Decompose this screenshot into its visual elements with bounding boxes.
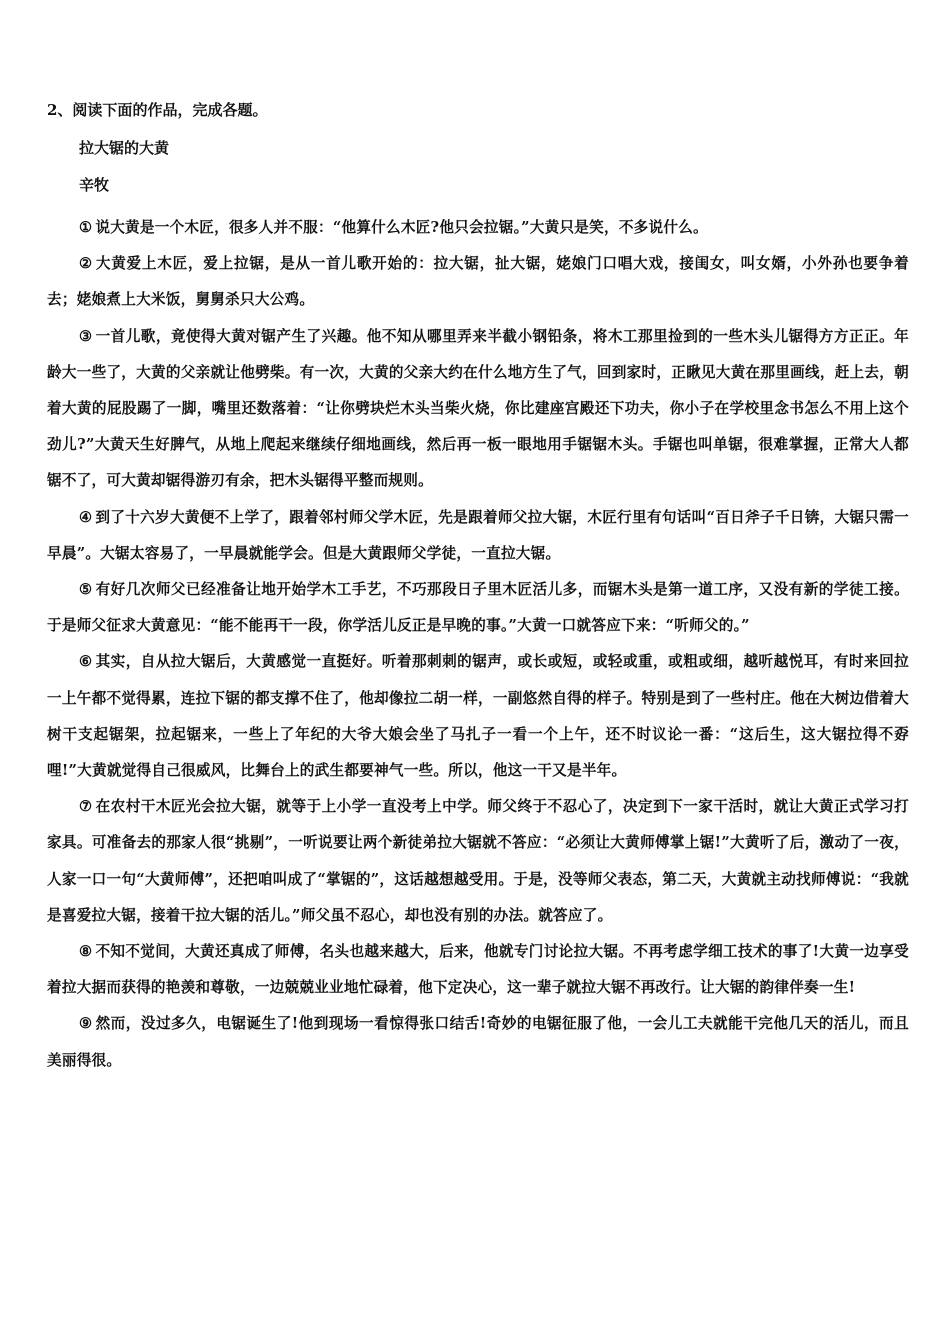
paragraph-1	[47, 210, 909, 246]
paragraph-text: 一首儿歌，竟使得大黄对锯产生了兴趣。他不知从哪里弄来半截小钢铅条，将木工那里捡到的一些木头儿锯得方方正正。年龄大一些了，大黄的父亲就让他劈柴。有一次，大黄的父亲大约在什么地方生了气，回到家时，正瞅见大黄在那里画线，赶上去，朝着大黄的屁股踢了一脚，嘴里还数落着：“让你劈块烂木头当柴火烧，你比建座宫殿还下功夫，你小子在学校里念书怎么不用上这个劲儿?”大黄天生好脾气，从地上爬起来继续仔细地画线，然后再一板一眼地用手锯锯木头。手锯也叫单锯，很难掌握，正常大人都锯不了，可大黄却锯得游刃有余，把木头锯得平整而规则。	[47, 327, 909, 490]
paragraph-number: ⑦	[79, 798, 93, 816]
paragraph-text: 说大黄是一个木匠，很多人并不服：“他算什么木匠?他只会拉锯。”大黄只是笑，不多说什么。	[95, 219, 708, 236]
paragraph-text: 到了十六岁大黄便不上学了，跟着邻村师父学木匠，先是跟着师父拉大锯，木匠行里有句话叫“百日斧子千日锛，大锯只需一早晨”。大锯太容易了，一早晨就能学会。但是大黄跟师父学徒，一直拉大锯。	[47, 508, 909, 562]
article-title: 拉大锯的大黄	[79, 139, 170, 157]
paragraph-4	[47, 500, 909, 572]
paragraph-number: ④	[79, 508, 93, 526]
question-header: 2、阅读下面的作品，完成各题。	[47, 101, 268, 119]
paragraph-number: ③	[79, 327, 93, 345]
paragraph-text: 然而，没过多久，电锯诞生了!他到现场一看惊得张口结舌!奇妙的电锯征服了他，一会儿工夫就能干完他几天的活儿，而且美丽得很。	[47, 1015, 909, 1069]
paragraph-text: 其实，自从拉大锯后，大黄感觉一直挺好。听着那刺刺的锯声，或长或短，或轻或重，或粗或细，越听越悦耳，有时来回拉一上午都不觉得累，连拉下锯的都支撑不住了，他却像拉二胡一样，一副悠然自得的样子。特别是到了一些村庄。他在大树边借着大树干支起锯架，拉起锯来，一些上了年纪的大爷大娘会坐了马扎子一看一个上午，还不时议论一番：“这后生，这大锯拉得不孬哩!”大黄就觉得自己很威风，比舞台上的武生都要神气一些。所以，他这一干又是半年。	[47, 653, 909, 780]
paragraph-number: ⑧	[79, 943, 93, 961]
paragraph-6	[47, 644, 909, 789]
paragraph-8	[47, 934, 909, 1006]
paragraph-number: ①	[79, 219, 93, 236]
paragraph-text: 在农村干木匠光会拉大锯，就等于上小学一直没考上中学。师父终于不忍心了，决定到下一家干活时，就让大黄正式学习打家具。可准备去的那家人很“挑剔”，一听说要让两个新徒弟拉大锯就不答应：“必须让大黄师傅掌上锯!”大黄听了后，激动了一夜，人家一口一句“大黄师傅”，还把咱叫成了“掌锯的”，这话越想越受用。于是，没等师父表态，第二天，大黄就主动找师傅说：“我就是喜爱拉大锯，接着干拉大锯的活儿。”师父虽不忍心，却也没有别的办法。就答应了。	[47, 798, 909, 924]
paragraph-number: ⑥	[79, 653, 93, 671]
paragraph-number: ②	[79, 255, 93, 273]
document-content	[47, 98, 909, 1079]
paragraph-number: ⑨	[79, 1015, 93, 1033]
paragraph-text: 有好几次师父已经准备让地开始学木工手艺，不巧那段日子里木匠活儿多，而锯木头是第一道工序，又没有新的学徒工接。于是师父征求大黄意见：“能不能再干一段，你学活儿反正是早晚的事。”大黄一口就答应下来：“听师父的。”	[47, 581, 909, 635]
paragraph-number: ⑤	[79, 581, 93, 599]
article-author: 辛牧	[79, 176, 110, 194]
paragraph-text: 不知不觉间，大黄还真成了师傅，名头也越来越大，后来，他就专门讨论拉大锯。不再考虑学细工技术的事了!大黄一边享受着拉大据而获得的艳羡和尊敬，一边兢兢业业地忙碌着，他下定决心，这一辈子就拉大锯不再改行。让大锯的韵律伴奏一生!	[47, 943, 909, 997]
paragraph-3	[47, 319, 909, 500]
paragraph-2	[47, 246, 909, 318]
paragraph-5	[47, 572, 909, 644]
paragraph-text: 大黄爱上木匠，爱上拉锯，是从一首儿歌开始的：拉大锯，扯大锯，姥娘门口唱大戏，接闺女，叫女婿，小外孙也要争着去；姥娘煮上大米饭，舅舅杀只大公鸡。	[47, 255, 909, 309]
paragraph-9	[47, 1006, 909, 1078]
paragraph-7	[47, 789, 909, 934]
